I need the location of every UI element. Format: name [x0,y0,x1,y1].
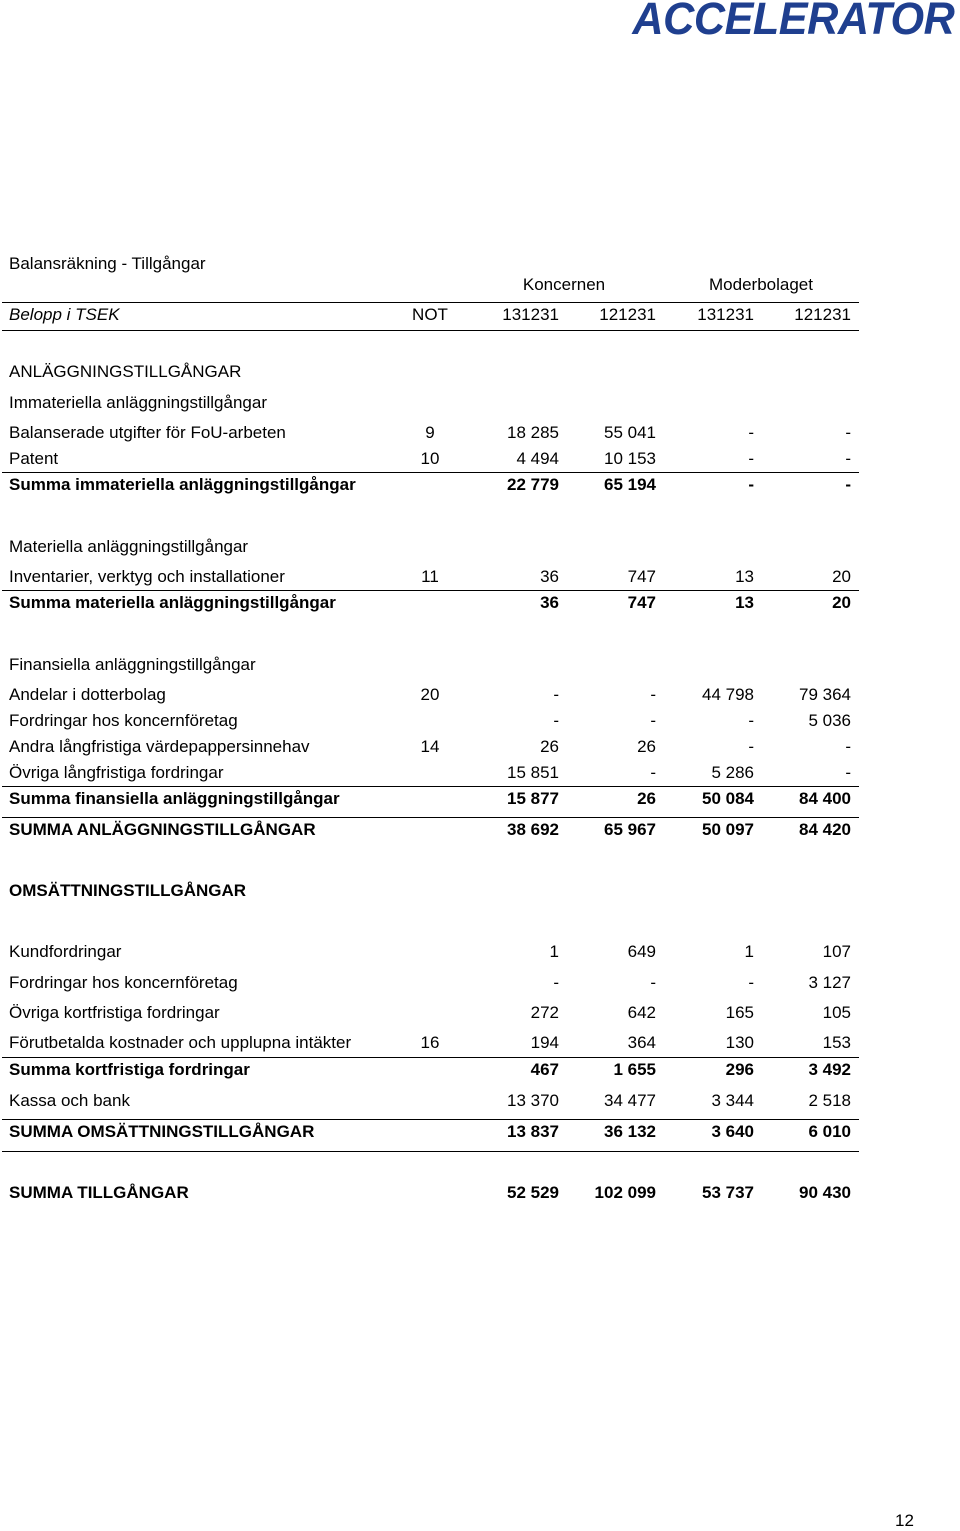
subtotal-row [0,1060,860,1082]
cell: 10 153 [604,449,656,468]
row-note: 16 [420,1033,440,1052]
row-label: OMSÄTTNINGSTILLGÅNGAR [9,881,247,900]
divider [2,1119,859,1120]
cell: 52 529 [507,1183,559,1202]
cell: - [845,449,851,468]
row-label: Andra långfristiga värdepappersinnehav [9,737,310,756]
cell: 44 798 [702,685,754,704]
cell: 20 [832,567,851,586]
table-row [0,1091,860,1113]
header-col-2: 121231 [599,305,656,324]
cell: 13 [735,567,754,586]
table-row [0,423,860,445]
row-note: 9 [425,423,435,442]
divider [2,302,859,303]
cell: - [845,475,851,494]
cell: 36 [540,567,559,586]
cell: - [553,685,559,704]
cell: - [650,711,656,730]
cell: - [748,711,754,730]
subsection-heading-row [0,393,860,415]
subsection-heading-row [0,655,860,677]
total-row [0,820,860,842]
header-col-4: 121231 [794,305,851,324]
row-label: Andelar i dotterbolag [9,685,166,704]
divider [2,472,859,473]
cell: 34 477 [604,1091,656,1110]
cell: - [748,973,754,992]
table-row [0,942,860,964]
group-label-moderbolaget: Moderbolaget [709,275,813,294]
cell: - [748,449,754,468]
cell: 642 [627,1003,656,1022]
header-note: NOT [412,305,448,324]
row-label: Övriga långfristiga fordringar [9,763,224,782]
row-label: Finansiella anläggningstillgångar [9,655,256,674]
cell: 84 400 [799,789,851,808]
row-note: 14 [420,737,440,756]
cell: 26 [540,737,559,756]
divider [2,330,859,331]
cell: 5 286 [711,763,754,782]
cell: 467 [530,1060,559,1079]
divider [2,1151,859,1152]
cell: - [650,763,656,782]
page-title: Balansräkning - Tillgångar [9,254,206,273]
cell: 3 127 [808,973,851,992]
cell: 13 837 [507,1122,559,1141]
cell: 102 099 [594,1183,656,1202]
row-label: Materiella anläggningstillgångar [9,537,249,556]
cell: 13 370 [507,1091,559,1110]
header-col-1: 131231 [502,305,559,324]
header-label: Belopp i TSEK [9,305,120,324]
row-label: Fordringar hos koncernföretag [9,711,238,730]
cell: 26 [637,737,656,756]
cell: - [845,423,851,442]
row-label: Inventarier, verktyg och installationer [9,567,285,586]
subtotal-row [0,789,860,811]
row-label: Patent [9,449,59,468]
header-col-3: 131231 [697,305,754,324]
row-label: ANLÄGGNINGSTILLGÅNGAR [9,362,242,381]
cell: 649 [627,942,656,961]
section-heading-row [0,362,860,384]
row-label: Summa materiella anläggningstillgångar [9,593,336,612]
divider [2,590,859,591]
cell: 36 132 [604,1122,656,1141]
row-label: Kundfordringar [9,942,122,961]
cell: 5 036 [808,711,851,730]
cell: 36 [540,593,559,612]
cell: 15 851 [507,763,559,782]
table-row [0,567,860,589]
cell: 13 [735,593,754,612]
table-header-row [0,305,860,327]
divider [2,817,859,818]
cell: 1 [549,942,559,961]
table-row [0,1003,860,1025]
cell: - [748,475,754,494]
table-row [0,449,860,471]
cell: 22 779 [507,475,559,494]
accelerator-logo: ACCELERATOR [632,0,954,44]
cell: - [845,737,851,756]
divider [2,786,859,787]
divider [2,1057,859,1058]
row-note: 10 [420,449,440,468]
row-note: 11 [421,567,439,586]
cell: 272 [530,1003,559,1022]
row-label: Förutbetalda kostnader och upplupna intäkter [9,1033,352,1052]
page-number: 12 [895,1511,914,1530]
table-row [0,1033,860,1055]
cell: - [748,737,754,756]
table-row [0,763,860,785]
cell: 747 [627,567,656,586]
cell: 165 [725,1003,754,1022]
cell: 38 692 [507,820,559,839]
table-row [0,711,860,733]
row-note: 20 [420,685,440,704]
cell: 296 [725,1060,754,1079]
table-row [0,685,860,707]
cell: 20 [832,593,851,612]
cell: 194 [530,1033,559,1052]
group-label-koncernen: Koncernen [522,275,606,294]
row-label: Summa immateriella anläggningstillgångar [9,475,356,494]
subsection-heading-row [0,537,860,559]
cell: 53 737 [702,1183,754,1202]
cell: 2 518 [808,1091,851,1110]
cell: 50 097 [702,820,754,839]
row-label: Summa finansiella anläggningstillgångar [9,789,340,808]
cell: 18 285 [507,423,559,442]
cell: - [748,423,754,442]
cell: 747 [627,593,656,612]
cell: 4 494 [516,449,559,468]
cell: 3 640 [711,1122,754,1141]
cell: - [650,973,656,992]
cell: 153 [822,1033,851,1052]
total-row [0,1122,860,1144]
cell: 364 [627,1033,656,1052]
row-label: SUMMA OMSÄTTNINGSTILLGÅNGAR [9,1122,315,1141]
cell: - [845,763,851,782]
row-label: SUMMA ANLÄGGNINGSTILLGÅNGAR [9,820,316,839]
cell: 3 492 [808,1060,851,1079]
cell: 1 [744,942,754,961]
cell: 1 655 [613,1060,656,1079]
cell: - [650,685,656,704]
cell: - [553,973,559,992]
cell: 3 344 [711,1091,754,1110]
cell: 107 [822,942,851,961]
table-row [0,973,860,995]
cell: 55 041 [604,423,656,442]
cell: 79 364 [799,685,851,704]
row-label: Övriga kortfristiga fordringar [9,1003,220,1022]
row-label: Immateriella anläggningstillgångar [9,393,267,412]
row-label: Fordringar hos koncernföretag [9,973,238,992]
row-label: Summa kortfristiga fordringar [9,1060,250,1079]
cell: 65 967 [604,820,656,839]
row-label: Balanserade utgifter för FoU-arbeten [9,423,286,442]
row-label: SUMMA TILLGÅNGAR [9,1183,189,1202]
cell: 15 877 [507,789,559,808]
cell: 26 [637,789,656,808]
cell: 50 084 [702,789,754,808]
cell: 6 010 [808,1122,851,1141]
cell: 90 430 [799,1183,851,1202]
row-label: Kassa och bank [9,1091,130,1110]
cell: 84 420 [799,820,851,839]
grand-total-row [0,1183,860,1205]
cell: 105 [822,1003,851,1022]
cell: - [553,711,559,730]
cell: 65 194 [604,475,656,494]
table-row [0,737,860,759]
subtotal-row [0,593,860,615]
section-heading-row [0,881,860,903]
subtotal-row [0,475,860,497]
cell: 130 [725,1033,754,1052]
